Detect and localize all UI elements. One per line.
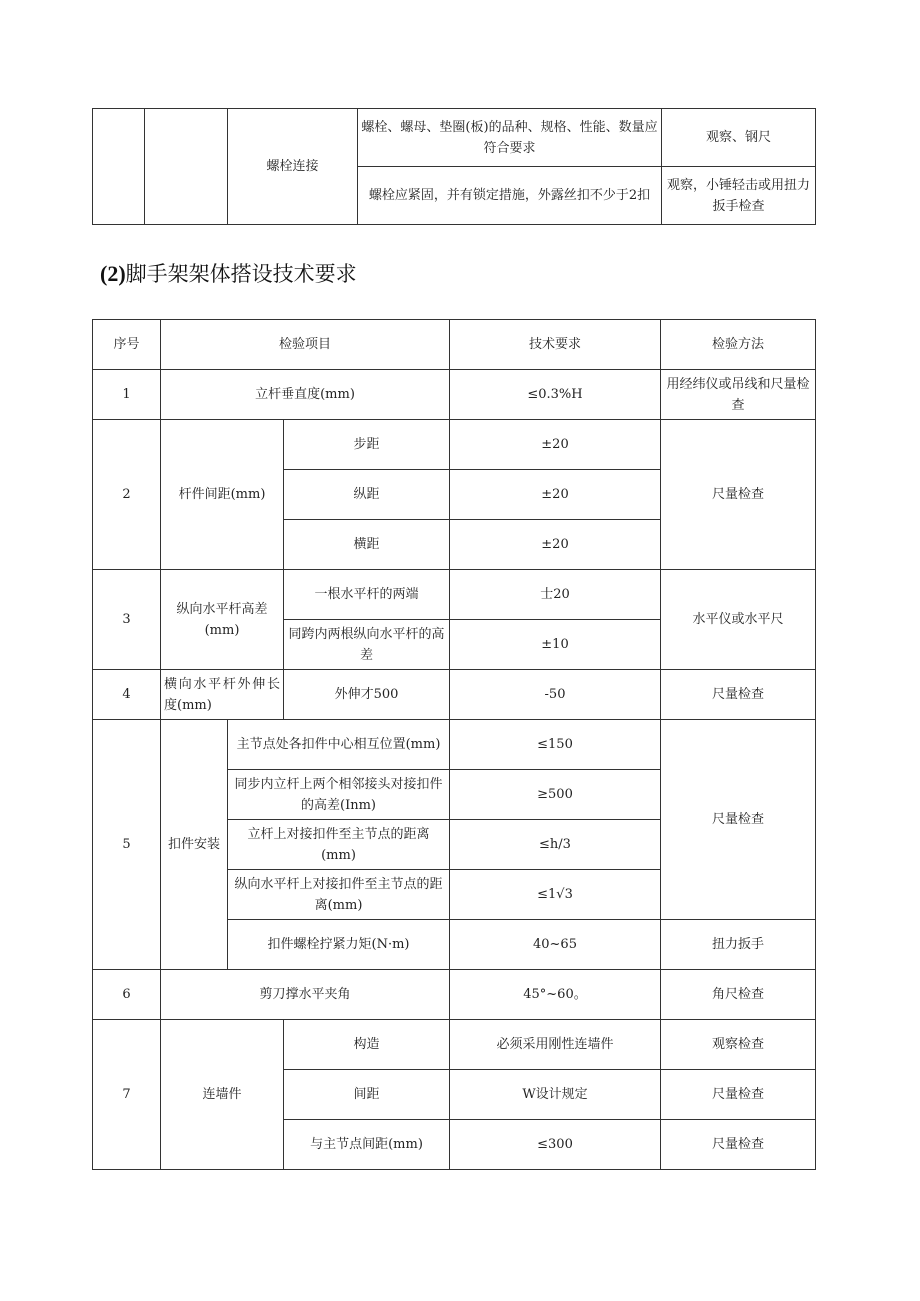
method-cell: 尺量检查: [661, 720, 816, 920]
item-cell: 剪刀撑水平夹角: [161, 970, 450, 1020]
method-cell: 尺量检查: [661, 1120, 816, 1170]
sub-item-cell: 间距: [284, 1070, 450, 1120]
sub-item-cell: 纵距: [284, 470, 450, 520]
requirement-cell: W设计规定: [450, 1070, 661, 1120]
sub-item-cell: 同步内立杆上两个相邻接头对接扣件的高差(Inm): [228, 770, 450, 820]
row-number: 4: [93, 670, 161, 720]
requirement-cell: ≤1√3: [450, 870, 661, 920]
requirement-cell: ≤h∕3: [450, 820, 661, 870]
item-cell: 连墙件: [161, 1020, 284, 1170]
sub-item-cell: 扣件螺栓拧紧力矩(N·m): [228, 920, 450, 970]
sub-item-cell: 外伸才500: [284, 670, 450, 720]
method-cell: 观察检查: [661, 1020, 816, 1070]
sub-item-cell: 横距: [284, 520, 450, 570]
sub-item-cell: 步距: [284, 420, 450, 470]
requirement-cell: ≤150: [450, 720, 661, 770]
sub-item-cell: 构造: [284, 1020, 450, 1070]
item-cell: 横向水平杆外伸长度(mm): [161, 670, 284, 720]
header-item: 检验项目: [161, 320, 450, 370]
method-cell: 扭力扳手: [661, 920, 816, 970]
section-title: 脚手架架体搭设技术要求: [125, 262, 357, 286]
method-cell: 观察，小锤轻击或用扭力扳手检查: [662, 167, 816, 225]
section-heading: [100, 258, 357, 288]
scaffold-requirements-table: [92, 319, 816, 1170]
requirement-cell: 螺栓、螺母、垫圈(板)的品种、规格、性能、数量应符合要求: [358, 109, 662, 167]
requirement-cell: ±10: [450, 620, 661, 670]
empty-cell: [93, 109, 145, 225]
row-number: 3: [93, 570, 161, 670]
method-cell: 用经纬仪或吊线和尺量检查: [661, 370, 816, 420]
sub-item-cell: 纵向水平杆上对接扣件至主节点的距离(mm): [228, 870, 450, 920]
table-row: [93, 1020, 816, 1070]
row-number: 6: [93, 970, 161, 1020]
method-cell: 尺量检查: [661, 420, 816, 570]
row-number: 5: [93, 720, 161, 970]
item-cell: 扣件安装: [161, 720, 228, 970]
table-row: [93, 720, 816, 770]
table-row: [93, 570, 816, 620]
header-method: 检验方法: [661, 320, 816, 370]
item-cell: 纵向水平杆高差(mm): [161, 570, 284, 670]
requirement-cell: ≤300: [450, 1120, 661, 1170]
table-row: [93, 109, 816, 167]
item-cell: 立杆垂直度(mm): [161, 370, 450, 420]
row-number: 2: [93, 420, 161, 570]
method-cell: 水平仪或水平尺: [661, 570, 816, 670]
group-label: 螺栓连接: [228, 109, 358, 225]
table-row: [93, 370, 816, 420]
row-number: 7: [93, 1020, 161, 1170]
requirement-cell: 士20: [450, 570, 661, 620]
header-requirement: 技术要求: [450, 320, 661, 370]
table-row: [93, 970, 816, 1020]
requirement-cell: -50: [450, 670, 661, 720]
requirement-cell: ±20: [450, 420, 661, 470]
sub-item-cell: 一根水平杆的两端: [284, 570, 450, 620]
method-cell: 角尺检查: [661, 970, 816, 1020]
row-number: 1: [93, 370, 161, 420]
empty-cell: [145, 109, 228, 225]
requirement-cell: 40~65: [450, 920, 661, 970]
requirement-cell: 螺栓应紧固，并有锁定措施，外露丝扣不少于2扣: [358, 167, 662, 225]
requirement-cell: ≤0.3%H: [450, 370, 661, 420]
header-no: 序号: [93, 320, 161, 370]
sub-item-cell: 同跨内两根纵向水平杆的高差: [284, 620, 450, 670]
requirement-cell: ≥500: [450, 770, 661, 820]
item-cell: 杆件间距(mm): [161, 420, 284, 570]
bolt-connection-table: [92, 108, 816, 225]
table-row: [93, 420, 816, 470]
sub-item-cell: 主节点处各扣件中心相互位置(mm): [228, 720, 450, 770]
method-cell: 尺量检查: [661, 1070, 816, 1120]
section-number: (2): [100, 261, 126, 286]
sub-item-cell: 立杆上对接扣件至主节点的距离(mm): [228, 820, 450, 870]
method-cell: 尺量检查: [661, 670, 816, 720]
requirement-cell: ±20: [450, 520, 661, 570]
sub-item-cell: 与主节点间距(mm): [284, 1120, 450, 1170]
table-row: [93, 670, 816, 720]
requirement-cell: 必须采用刚性连墙件: [450, 1020, 661, 1070]
header-row: [93, 320, 816, 370]
requirement-cell: 45°~60。: [450, 970, 661, 1020]
requirement-cell: ±20: [450, 470, 661, 520]
method-cell: 观察、钢尺: [662, 109, 816, 167]
